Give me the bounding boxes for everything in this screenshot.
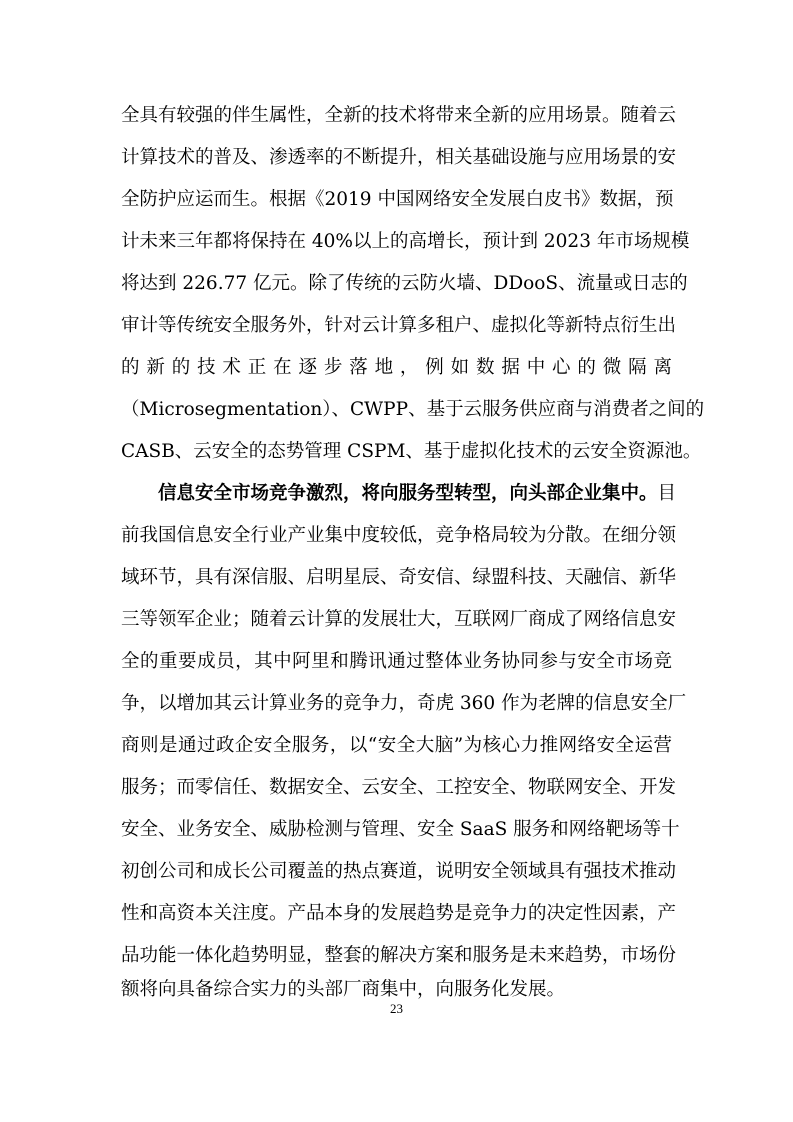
paragraph-heading-line [158, 480, 677, 508]
text-line-last: 额将向具备综合实力的头部厂商集中，向服务化发展。 [121, 979, 566, 1000]
text-line: 全的重要成员，其中阿里和腾讯通过整体业务协同参与安全市场竞 [121, 651, 672, 672]
text-line: 安全、业务安全、威胁检测与管理、安全 SaaS 服务和网络靶场等十 [121, 819, 680, 840]
text-line: 全具有较强的伴生属性，全新的技术将带来全新的应用场景。随着云 [121, 105, 677, 126]
text-line: 争，以增加其云计算业务的竞争力，奇虎 360 作为老牌的信息安全厂 [121, 693, 687, 714]
text-line: 商则是通过政企安全服务，以“安全大脑”为核心力推网络安全运营 [121, 735, 672, 756]
text-line: 三等领军企业；随着云计算的发展壮大，互联网厂商成了网络信息安 [121, 609, 677, 630]
text-run: 目 [657, 483, 677, 504]
text-line: 品功能一体化趋势明显，整套的解决方案和服务是未来趋势，市场份 [121, 945, 677, 966]
text-line: 审计等传统安全服务外，针对云计算多租户、虚拟化等新特点衍生出 [121, 315, 677, 336]
text-line: 的新的技术正在逐步落地，例如数据中心的微隔离 [121, 357, 672, 378]
text-line: 初创公司和成长公司覆盖的热点赛道，说明安全领域具有强技术推动 [121, 861, 677, 882]
paragraph-heading: 信息安全市场竞争激烈，将向服务型转型，向头部企业集中。 [158, 483, 658, 504]
page-number: 23 [390, 1001, 403, 1016]
text-line: 前我国信息安全行业产业集中度较低，竞争格局较为分散。在细分领 [121, 525, 677, 546]
text-line: 计未来三年都将保持在 40%以上的高增长，预计到 2023 年市场规模 [121, 231, 690, 252]
text-line: 将达到 226.77 亿元。除了传统的云防火墙、DDooS、流量或日志的 [121, 273, 688, 294]
text-line: 性和高资本关注度。产品本身的发展趋势是竞争力的决定性因素，产 [121, 903, 677, 924]
text-line: CASB、云安全的态势管理 CSPM、基于虚拟化技术的云安全资源池。 [121, 441, 702, 462]
text-line: 服务；而零信任、数据安全、云安全、工控安全、物联网安全、开发 [121, 777, 677, 798]
text-line: 域环节，具有深信服、启明星辰、奇安信、绿盟科技、天融信、新华 [121, 567, 677, 588]
text-line: 计算技术的普及、渗透率的不断提升，相关基础设施与应用场景的安 [121, 147, 677, 168]
text-line: （Microsegmentation）、CWPP、基于云服务供应商与消费者之间的 [121, 399, 705, 420]
text-line: 全防护应运而生。根据《2019 中国网络安全发展白皮书》数据，预 [121, 189, 674, 210]
